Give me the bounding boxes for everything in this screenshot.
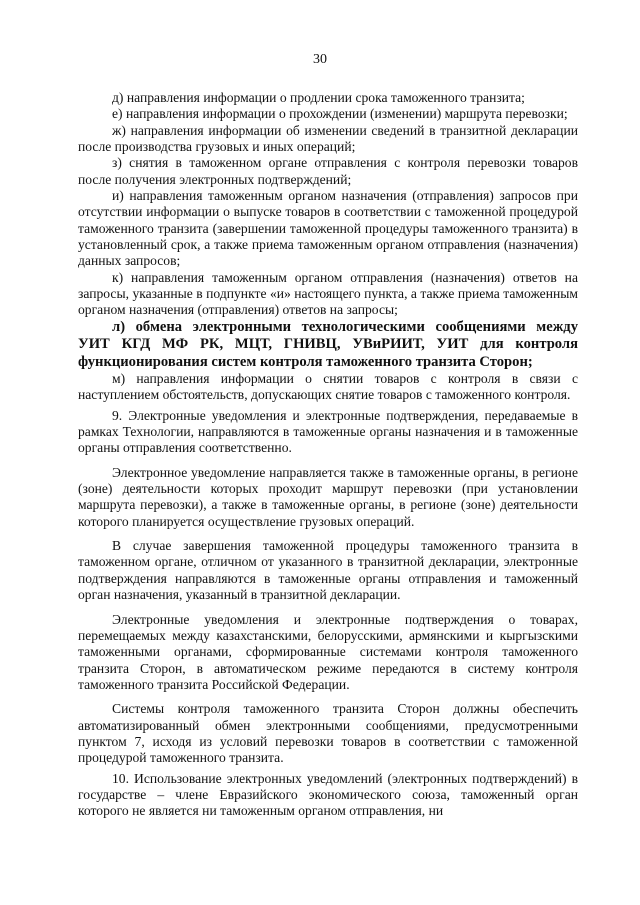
- paragraph-item-zh: ж) направления информации об изменении сведений в транзитной декларации после производства грузовых и иных операций;: [78, 122, 578, 155]
- paragraph-item-i: и) направления таможенным органом назначения (отправления) запросов при отсутствии информации о выпуске товаров в соответствии с таможенной процедурой таможенного транзита (завершении таможенной процедуры таможенного транзита) в установленный срок, а также приема таможенным органом отправления (назначения) данных запросов;: [78, 188, 578, 269]
- paragraph-completion-case: В случае завершения таможенной процедуры таможенного транзита в таможенном органе, отличном от указанного в транзитной декларации, электронные подтверждения направляются в таможенные органы отправления и таможенный орган назначения, указанный в транзитной декларации.: [78, 538, 578, 603]
- paragraph-item-k: к) направления таможенным органом отправления (назначения) ответов на запросы, указанные в подпункте «и» настоящего пункта, а также приема таможенным органом назначения (отправления) ответов на запросы;: [78, 269, 578, 318]
- paragraph-item-l: л) обмена электронными технологическими сообщениями между УИТ КГД МФ РК, МЦТ, ГНИВЦ, УВиРИИТ, УИТ для контроля функционирования систем контроля таможенного транзита Сторон;: [78, 318, 578, 370]
- paragraph-item-m: м) направления информации о снятии товаров с контроля в связи с наступлением обстоятельств, допускающих снятие товаров с таможенного контроля.: [78, 371, 578, 403]
- paragraph-notification-regions: Электронное уведомление направляется также в таможенные органы, в регионе (зоне) деятельности которых проходит маршрут перевозки (при установлении маршрута перевозки), а также в таможенные органы, в регионе (зоне) деятельности которого планируется осуществление грузовых операций.: [78, 464, 578, 529]
- document-body: [78, 90, 578, 820]
- paragraph-systems-exchange: Системы контроля таможенного транзита Сторон должны обеспечить автоматизированный обмен электронными сообщениями, предусмотренными пунктом 7, исходя из условий перевозки товаров в соответствии с таможенной процедурой таможенного транзита.: [78, 701, 578, 766]
- paragraph-cross-border: Электронные уведомления и электронные подтверждения о товарах, перемещаемых между казахстанскими, белорусскими, армянскими и кыргызскими таможенными органами, сформированные системами контроля таможенного транзита Сторон, в автоматическом режиме передаются в систему контроля таможенного транзита Российской Федерации.: [78, 611, 578, 692]
- paragraph-item-z: з) снятия в таможенном органе отправления с контроля перевозки товаров после получения электронных подтверждений;: [78, 155, 578, 187]
- paragraph-section-9: 9. Электронные уведомления и электронные подтверждения, передаваемые в рамках Технологии, направляются в таможенные органы назначения и в таможенные органы отправления соответственно.: [78, 407, 578, 456]
- paragraph-section-10: 10. Использование электронных уведомлений (электронных подтверждений) в государстве – члене Евразийского экономического союза, таможенный орган которого не является ни таможенным органом отправления, ни: [78, 770, 578, 819]
- paragraph-item-d: д) направления информации о продлении срока таможенного транзита;: [112, 90, 525, 105]
- paragraph-item-e: е) направления информации о прохождении (изменении) маршрута перевозки;: [112, 106, 568, 122]
- page-number: 30: [313, 52, 327, 67]
